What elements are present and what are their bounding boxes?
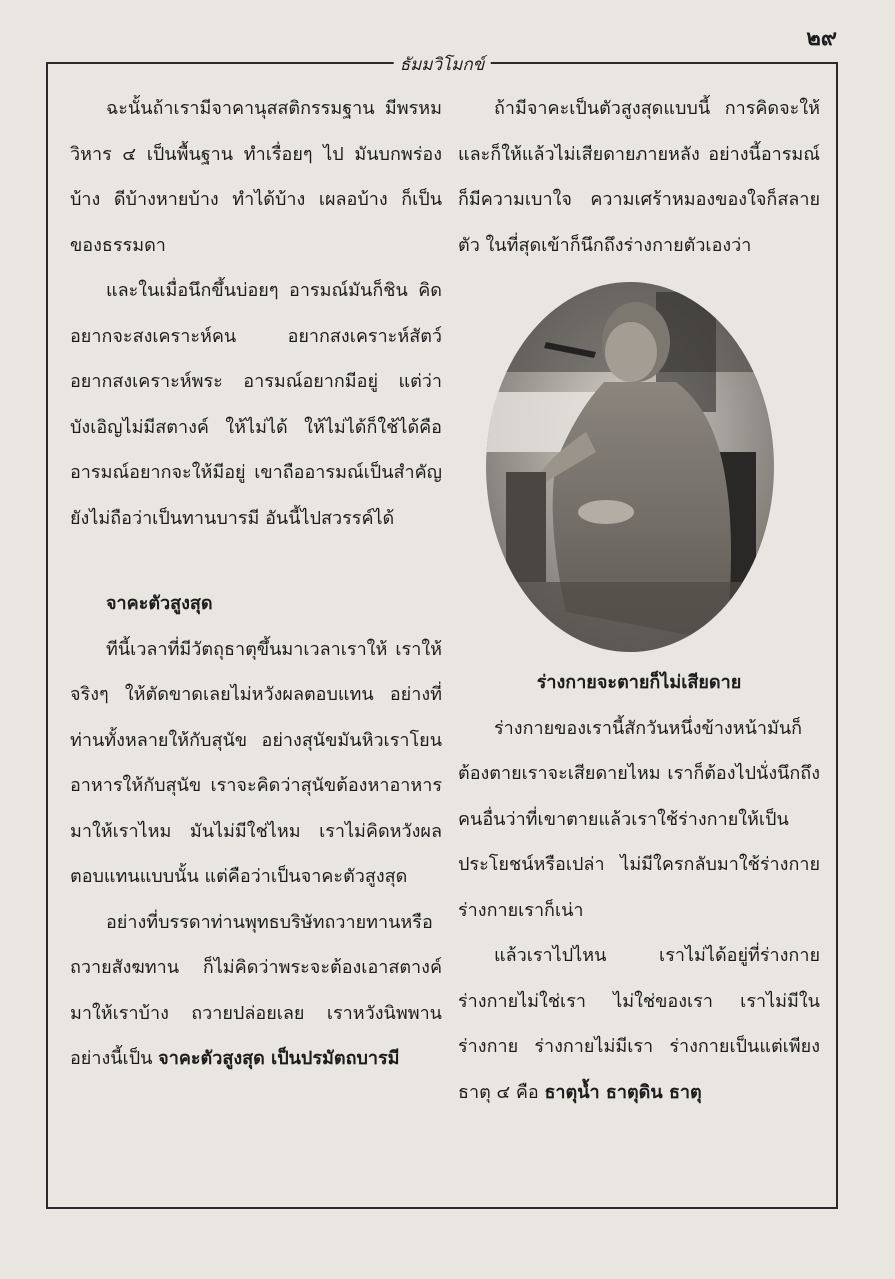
running-header: ธัมมวิโมกข์ [394, 51, 491, 78]
left-paragraph-1: ฉะนั้นถ้าเรามีจาคานุสสติกรรมฐาน มีพรหมวิหาร ๔ เป็นพื้นฐาน ทำเรื่อยๆ ไป มันบกพร่องบ้าง ดีบ้างหายบ้าง ทำได้บ้าง เผลอบ้าง ก็เป็นของธรรมดา [70, 98, 442, 256]
page-frame [46, 55, 838, 1209]
section-heading-highest-generosity: จาคะตัวสูงสุด [106, 593, 213, 614]
right-paragraph-2: ร่างกายของเรานี้สักวันหนึ่งข้างหน้ามันก็ต้องตายเราจะเสียดายไหม เราก็ต้องไปนั่งนึกถึงคนอื่นว่าที่เขาตายแล้วเราใช้ร่างกายให้เป็นประโยชน์หรือเปล่า ไม่มีใครกลับมาใช้ร่างกาย ร่างกายเราก็เน่า [458, 717, 820, 921]
monk-photo-image [486, 282, 774, 652]
left-paragraph-3: ทีนี้เวลาที่มีวัตถุธาตุขึ้นมาเวลาเราให้ เราให้จริงๆ ให้ตัดขาดเลยไม่หวังผลตอบแทน อย่างที่ท่านทั้งหลายให้กับสุนัข อย่างสุนัขมันหิวเราโยนอาหารให้กับสุนัข เราจะคิดว่าสุนัขต้องหาอาหารมาให้เราไหม มันไม่มีใช่ไหม เราไม่คิดหวังผลตอบแทนแบบนั้น แต่คือว่าเป็นจาคะตัวสูงสุด [70, 638, 442, 887]
left-paragraph-4-text: อย่างที่บรรดาท่านพุทธบริษัทถวายทานหรือถวายสังฆทาน ก็ไม่คิดว่าพระจะต้องเอาสตางค์มาให้เราบ้าง ถวายปล่อยเลย เราหวังนิพพาน อย่างนี้เป็น [70, 911, 442, 1069]
right-column [458, 86, 820, 1115]
left-column [70, 86, 442, 1082]
photo-container [486, 268, 820, 660]
section-heading-body-death: ร่างกายจะตายก็ไม่เสียดาย [536, 672, 742, 693]
spacer [70, 541, 442, 581]
left-paragraph-4-bold: จาคะตัวสูงสุด เป็นปรมัตถบารมี [158, 1048, 400, 1069]
right-paragraph-1: ถ้ามีจาคะเป็นตัวสูงสุดแบบนี้ การคิดจะให้ และก็ให้แล้วไม่เสียดายภายหลัง อย่างนี้อารมณ์ก็มีความเบาใจ ความเศร้าหมองของใจก็สลายตัว ในที่สุดเข้าก็นึกถึงร่างกายตัวเองว่า [458, 98, 820, 256]
left-paragraph-4 [70, 900, 442, 1082]
page-number: ๒๙ [806, 25, 837, 51]
right-paragraph-3-bold: ธาตุน้ำ ธาตุดิน ธาตุ [544, 1081, 702, 1103]
left-paragraph-2: และในเมื่อนึกขึ้นบ่อยๆ อารมณ์มันก็ชิน คิดอยากจะสงเคราะห์คน อยากสงเคราะห์สัตว์ อยากสงเคราะห์พระ อารมณ์อยากมีอยู่ แต่ว่าบังเอิญไม่มีสตางค์ ให้ไม่ได้ ให้ไม่ได้ก็ใช้ได้คืออารมณ์อยากจะให้มีอยู่ เขาถืออารมณ์เป็นสำคัญ ยังไม่ถือว่าเป็นทานบารมี อันนี้ไปสวรรค์ได้ [70, 280, 442, 529]
right-paragraph-3-text: แล้วเราไปไหน เราไม่ได้อยู่ที่ร่างกาย ร่างกายไม่ใช่เรา ไม่ใช่ของเรา เราไม่มีในร่างกาย ร่างกายไม่มีเรา ร่างกายเป็นแต่เพียงธาตุ ๔ คือ [458, 945, 820, 1103]
monk-photo [486, 282, 774, 652]
right-paragraph-3 [458, 933, 820, 1115]
